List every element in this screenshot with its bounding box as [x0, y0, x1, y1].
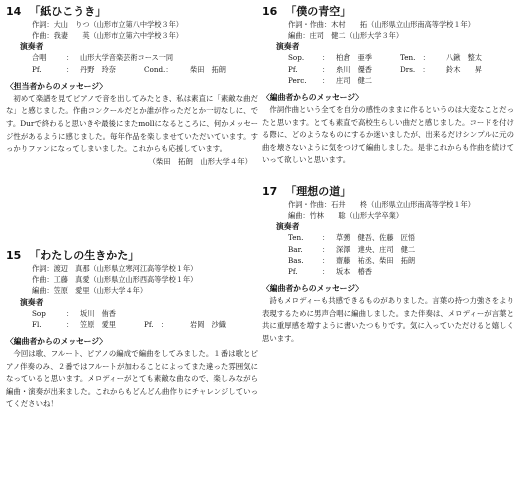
performer-role: Ten. ： — [400, 53, 430, 63]
performer-role: Sop. — [288, 53, 305, 63]
performer-role: Bas. — [288, 255, 304, 265]
performer-row — [262, 232, 514, 243]
performer-name: 八鍬 整太 — [446, 53, 482, 63]
performer-sep: ： — [322, 267, 330, 277]
performer-sep: ： — [322, 233, 330, 243]
performer-name: 草彅 健吾、佐藤 匠悟 — [336, 233, 416, 243]
credit-arranger: 編曲：笠原 愛里（山形大学４年） — [32, 286, 148, 296]
message-body: 作詞作曲という全てを自分の感性のままに作るというのは大変なことだったと思います。とても素直で高校生らしい曲だと感じました。コードを付ける際に、どのようなものにするか迷いましたが、出来るだけシンプルに元の曲を壊さないように気をつけて編曲しました。是非これからも作曲を続けていって欲しいと思います。 — [262, 105, 514, 165]
performer-row — [262, 64, 514, 75]
performer-role: Drs. ： — [400, 64, 430, 74]
credit-lyrics: 作詞：大山 りつ（山形市立第八中学校３年） — [32, 20, 183, 29]
message-heading: 〈編曲者からのメッセージ〉 — [262, 284, 363, 294]
performers-label: 演奏者 — [276, 222, 300, 232]
performer-sep: ： — [322, 53, 330, 63]
credit-composer: 作曲：工藤 真愛（山形県立山形西高等学校１年） — [32, 275, 198, 285]
performer-role: Pf. — [288, 267, 298, 277]
performer-name: 山形大学音楽芸術コース一同 — [80, 53, 174, 63]
performer-name: 深澤 達央、庄司 健二 — [336, 244, 416, 254]
performer-role: Pf. ： — [144, 319, 168, 329]
message-body: 詩もメロディーも共感できるものがありました。言葉の持つ力強さをより表現するために男声合唱に編曲しました。また伴奏は、メロディーが言葉と共に重厚感を増すように書いたつもりです。気に入っていただけると嬉しく思います。 — [262, 296, 514, 343]
credit-lyrics-composer: 作詞・作曲：木村 拓（山形県立山形南高等学校１年） — [288, 20, 475, 29]
entry-title-text: 「わたしの生きかた」 — [29, 249, 140, 262]
credit-composer: 作曲：我妻 英（山形市立第六中学校３年） — [32, 31, 183, 41]
performer-row — [6, 64, 258, 75]
entry-title-text: 「理想の道」 — [285, 185, 352, 198]
performer-name: 坂川 侑香 — [80, 308, 116, 318]
message-heading: 〈担当者からのメッセージ〉 — [6, 81, 107, 91]
credit-lyrics-composer: 作詞・作曲：石井 柊（山形県立山形南高等学校１年） — [288, 200, 475, 209]
entry-title — [262, 4, 514, 19]
performer-row — [262, 52, 514, 63]
performer-sep: ： — [66, 319, 74, 329]
performer-name: 岩岡 沙織 — [190, 319, 226, 329]
performer-role: Sop — [32, 308, 46, 318]
performer-role: 合唱 — [32, 53, 47, 63]
performers-label: 演奏者 — [276, 42, 300, 52]
left-column — [6, 0, 258, 411]
performer-row — [262, 255, 514, 266]
performers-label: 演奏者 — [20, 297, 44, 307]
performer-role: Pf. — [32, 64, 42, 74]
performer-name: 丹野 玲奈 — [80, 64, 116, 74]
message-heading: 〈編曲者からのメッセージ〉 — [262, 93, 363, 103]
program-entry-14 — [6, 4, 258, 236]
entry-number: 15 — [6, 249, 22, 262]
entry-title — [6, 248, 258, 263]
performer-sep: ： — [66, 64, 74, 74]
performer-name: 柏倉 亜季 — [336, 53, 372, 63]
program-entry-15 — [6, 248, 258, 411]
performer-name: 齋藤 祐丞、柴田 拓朗 — [336, 255, 416, 265]
performer-row — [6, 52, 258, 63]
performer-name: 鈴木 昇 — [446, 64, 482, 74]
performer-sep: ： — [322, 244, 330, 254]
performer-role: Bar. — [288, 244, 303, 254]
performer-name: 糸川 優香 — [336, 64, 372, 74]
performer-row — [6, 319, 258, 330]
entry-number: 14 — [6, 5, 22, 18]
performer-name: 坂本 椿香 — [336, 267, 372, 277]
entry-title-text: 「僕の青空」 — [285, 5, 352, 18]
credit-arranger: 編曲：庄司 健二（山形大学３年） — [288, 31, 404, 41]
performer-row — [262, 75, 514, 86]
performers-label: 演奏者 — [20, 42, 44, 52]
performer-row — [262, 244, 514, 255]
message-body: 今回は歌、フルート、ピアノの編成で編曲をしてみました。１番は歌とピアノ伴奏のみ、２番ではフルートが加わることによってまた違った雰囲気になっていると思います。メロディーがとても素敵な曲なので、楽しみながら編曲・演奏が出来ました。これからもどんどん曲作りにチャレンジしていってくださいね！ — [6, 349, 258, 409]
performer-role: Perc. — [288, 75, 307, 85]
entry-title-text: 「紙ひこうき」 — [29, 5, 107, 18]
entry-number: 17 — [262, 185, 278, 198]
performer-sep: ： — [66, 53, 74, 63]
message-body: 初めて楽譜を見てピアノで音を出してみたとき、私は素直に「素敵な曲だな」と感じました。作曲コンクールだとか誰が作っただとか一切なしに、です。Durで終わると思いきや最後にまたmollになるところに、何かメッセージ性があるように感じました。毎年作品を楽しませていただいています。すっかりファンになってしまいました。これからも応援しています。 — [6, 93, 258, 154]
performer-sep: ： — [322, 75, 330, 85]
program-entry-16 — [262, 4, 514, 178]
credit-arranger: 編曲：竹林 聡（山形大学卒業） — [288, 211, 404, 221]
performer-row — [6, 308, 258, 319]
performer-name: 柴田 拓朗 — [190, 64, 226, 74]
performer-sep: ： — [322, 64, 330, 74]
performer-sep: ： — [66, 308, 74, 318]
program-entry-17 — [262, 184, 514, 346]
performer-row — [262, 266, 514, 277]
performer-name: 笠原 愛里 — [80, 319, 116, 329]
right-column — [262, 0, 514, 346]
entry-title — [6, 4, 258, 19]
credit-lyrics: 作詞：渡辺 真那（山形県立寒河江高等学校１年） — [32, 264, 198, 273]
message-signature: （柴田 拓朗 山形大学４年） — [148, 156, 252, 166]
message-heading: 〈編曲者からのメッセージ〉 — [6, 337, 107, 347]
performer-role: Ten. — [288, 233, 304, 243]
entry-number: 16 — [262, 5, 278, 18]
performer-sep: ： — [322, 255, 330, 265]
entry-title — [262, 184, 514, 199]
performer-role: Cond.： — [144, 64, 173, 74]
performer-role: Fl. — [32, 319, 42, 329]
performer-name: 庄司 健二 — [336, 75, 372, 85]
performer-role: Pf. — [288, 64, 298, 74]
